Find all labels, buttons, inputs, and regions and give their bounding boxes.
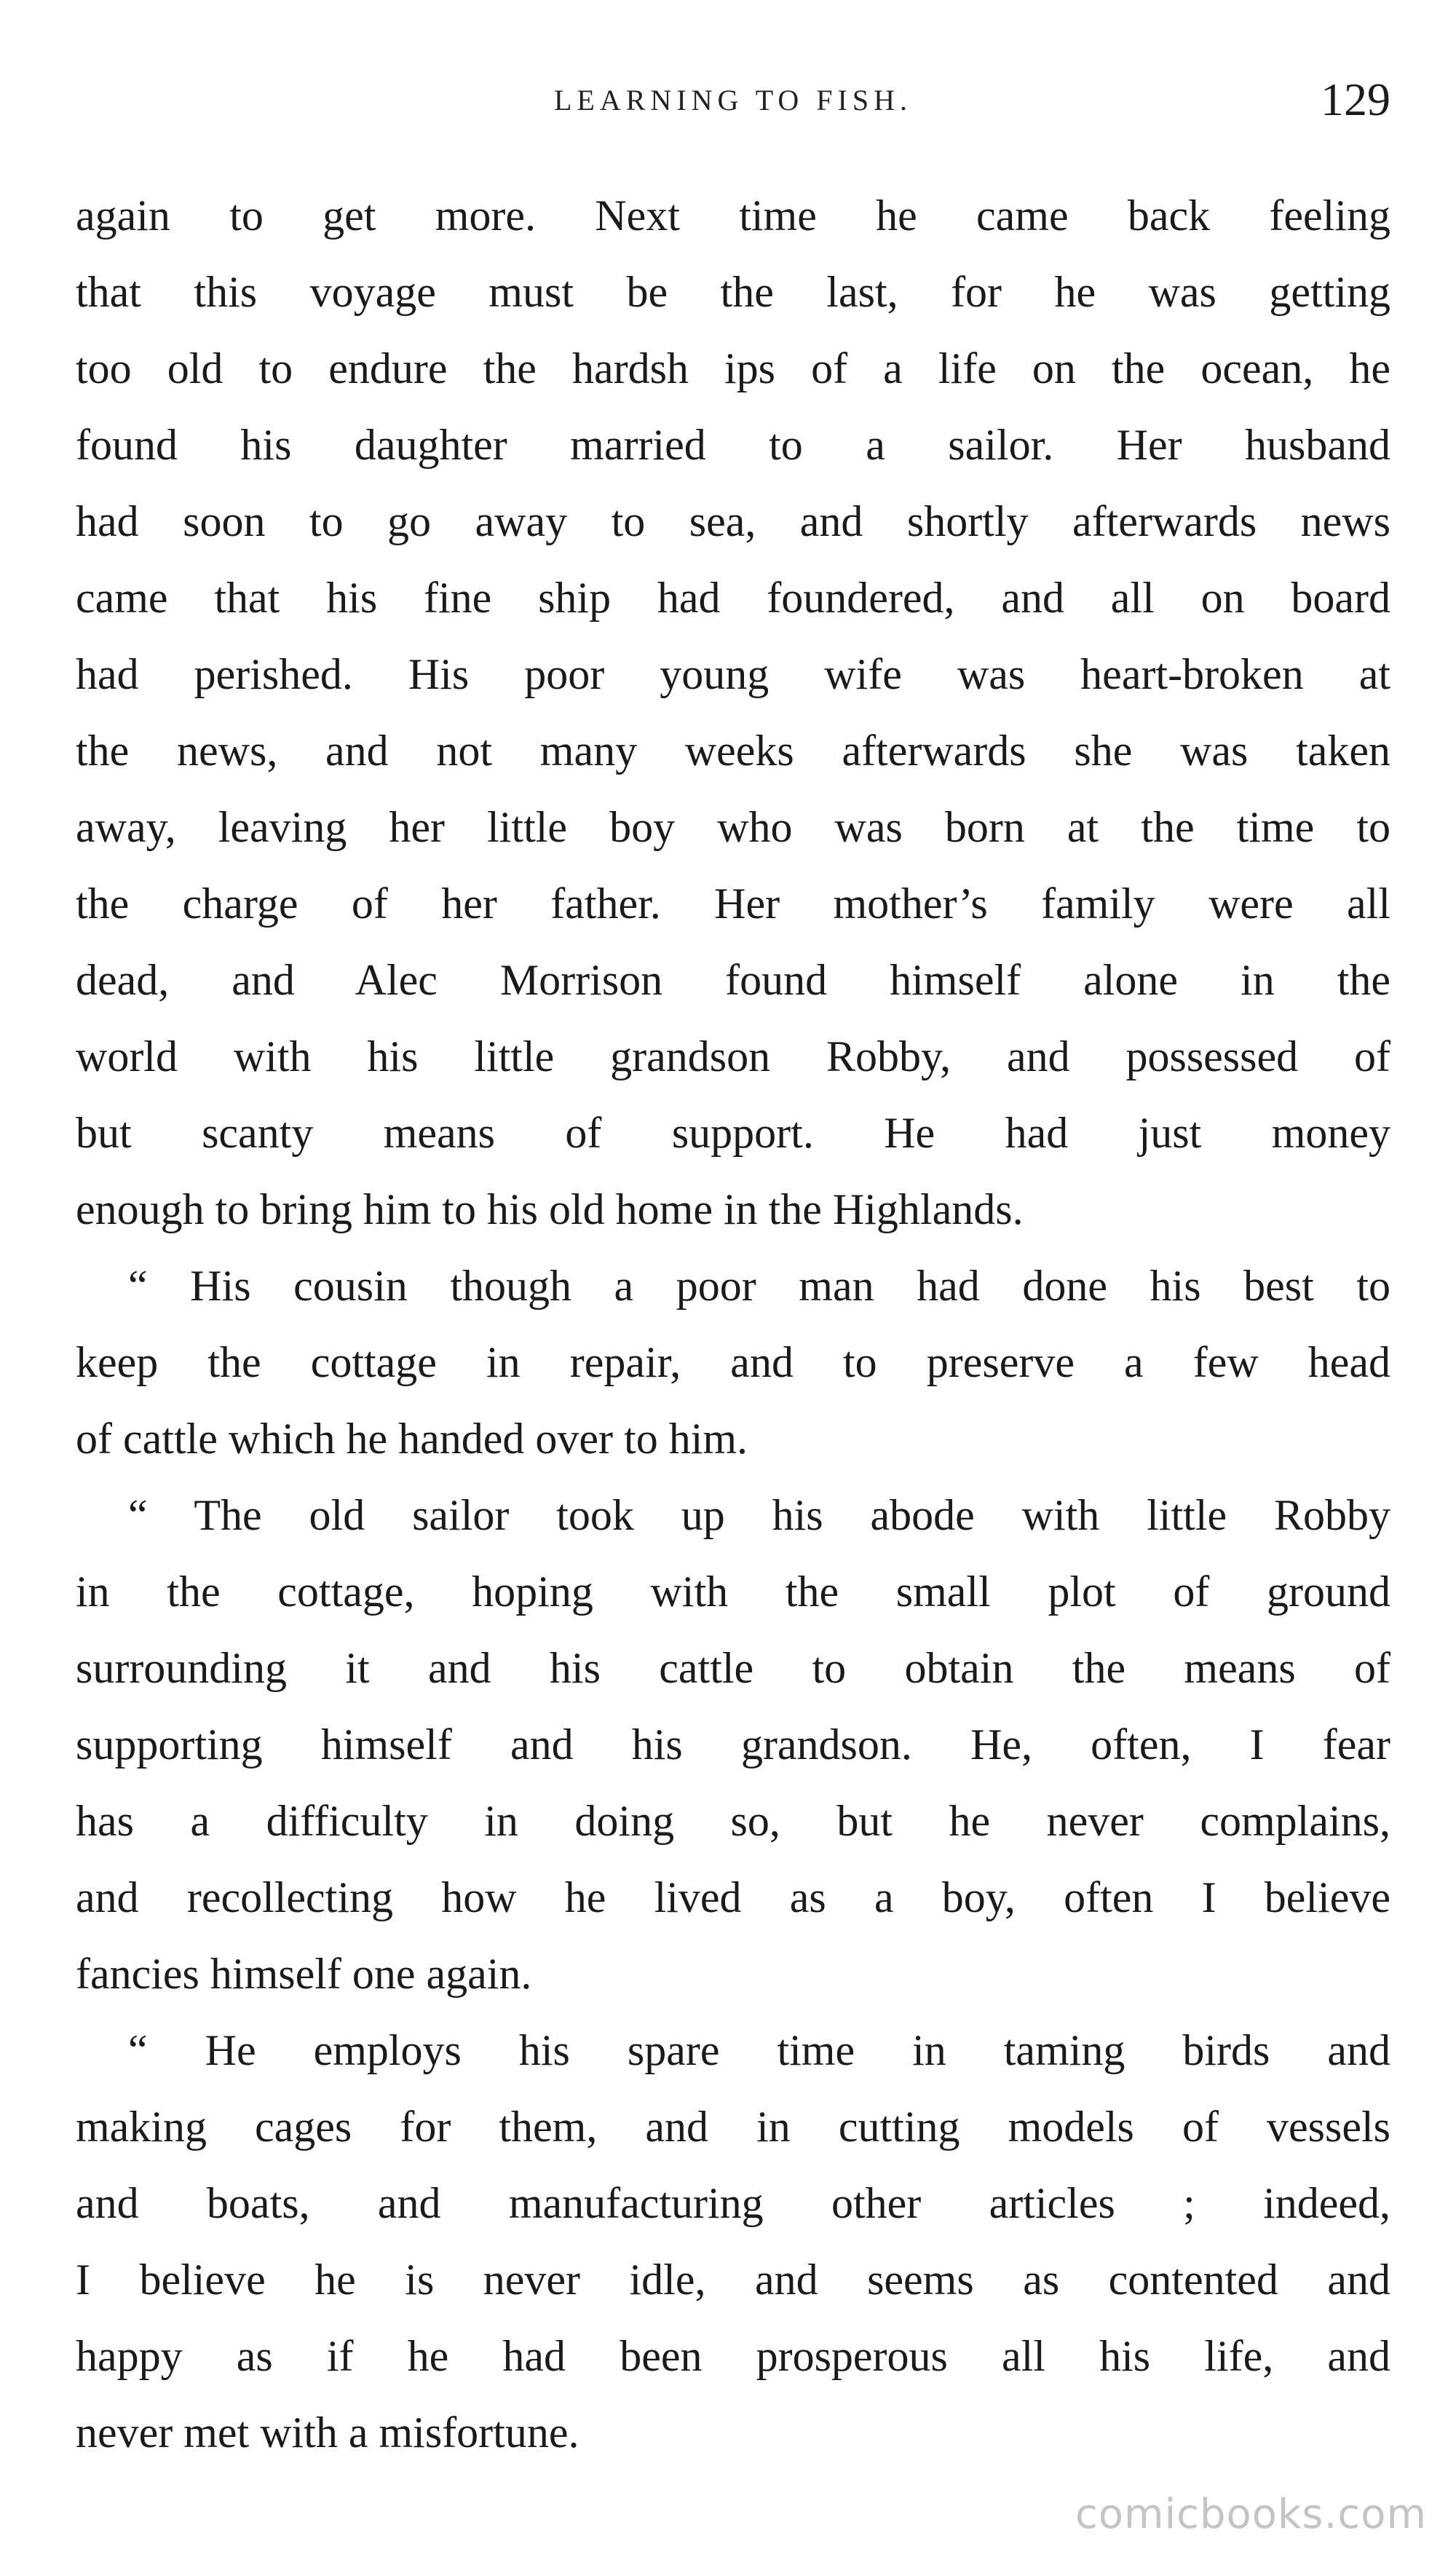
text-line: making cages for them, and in cutting models of vessels xyxy=(76,2103,1390,2151)
text-line: in the cottage, hoping with the small plot of ground xyxy=(76,1568,1390,1616)
text-line: fancies himself one again. xyxy=(76,1950,532,1998)
text-line: “ He employs his spare time in taming birds and xyxy=(128,2026,1390,2074)
text-line: of cattle which he handed over to him. xyxy=(76,1415,748,1463)
text-line: I believe he is never idle, and seems as contented and xyxy=(76,2256,1390,2304)
text-line: has a difficulty in doing so, but he never complains, xyxy=(76,1797,1390,1845)
text-line: “ His cousin though a poor man had done his best to xyxy=(128,1262,1390,1310)
watermark: comicbooks.com xyxy=(1075,2491,1427,2538)
text-line: supporting himself and his grandson. He, often, I fear xyxy=(76,1720,1390,1768)
text-line: and boats, and manufacturing other articles ; indeed, xyxy=(76,2179,1390,2227)
text-line: surrounding it and his cattle to obtain the means of xyxy=(76,1644,1390,1692)
text-line: but scanty means of support. He had just money xyxy=(76,1109,1390,1157)
text-line: away, leaving her little boy who was born at the time to xyxy=(76,803,1390,851)
text-line: and recollecting how he lived as a boy, often I believe xyxy=(76,1873,1390,1921)
text-line: had soon to go away to sea, and shortly afterwards news xyxy=(76,497,1390,545)
text-line: the news, and not many weeks afterwards she was taken xyxy=(76,727,1390,775)
text-line: the charge of her father. Her mother’s family were all xyxy=(76,880,1390,928)
text-line: again to get more. Next time he came back feeling xyxy=(76,191,1390,240)
text-line: dead, and Alec Morrison found himself alone in the xyxy=(76,956,1390,1004)
page-number: 129 xyxy=(1321,74,1390,125)
text-line: happy as if he had been prosperous all his life, and xyxy=(76,2332,1390,2380)
text-line: keep the cottage in repair, and to preserve a few head xyxy=(76,1338,1390,1386)
text-line: too old to endure the hardsh ips of a life on the ocean, he xyxy=(76,344,1390,392)
text-line: that this voyage must be the last, for he was getting xyxy=(76,268,1390,316)
text-line: came that his fine ship had foundered, and all on board xyxy=(76,574,1390,622)
text-line: “ The old sailor took up his abode with little Robby xyxy=(128,1491,1390,1539)
text-line: enough to bring him to his old home in the Highlands. xyxy=(76,1185,1024,1233)
text-line: found his daughter married to a sailor. Her husband xyxy=(76,421,1390,469)
body-text xyxy=(76,178,1390,2471)
text-line: had perished. His poor young wife was heart-broken at xyxy=(76,650,1390,698)
running-head: LEARNING TO FISH. xyxy=(554,84,912,116)
page-header xyxy=(76,73,1390,138)
text-line: never met with a misfortune. xyxy=(76,2408,579,2457)
text-line: world with his little grandson Robby, and possessed of xyxy=(76,1032,1390,1080)
